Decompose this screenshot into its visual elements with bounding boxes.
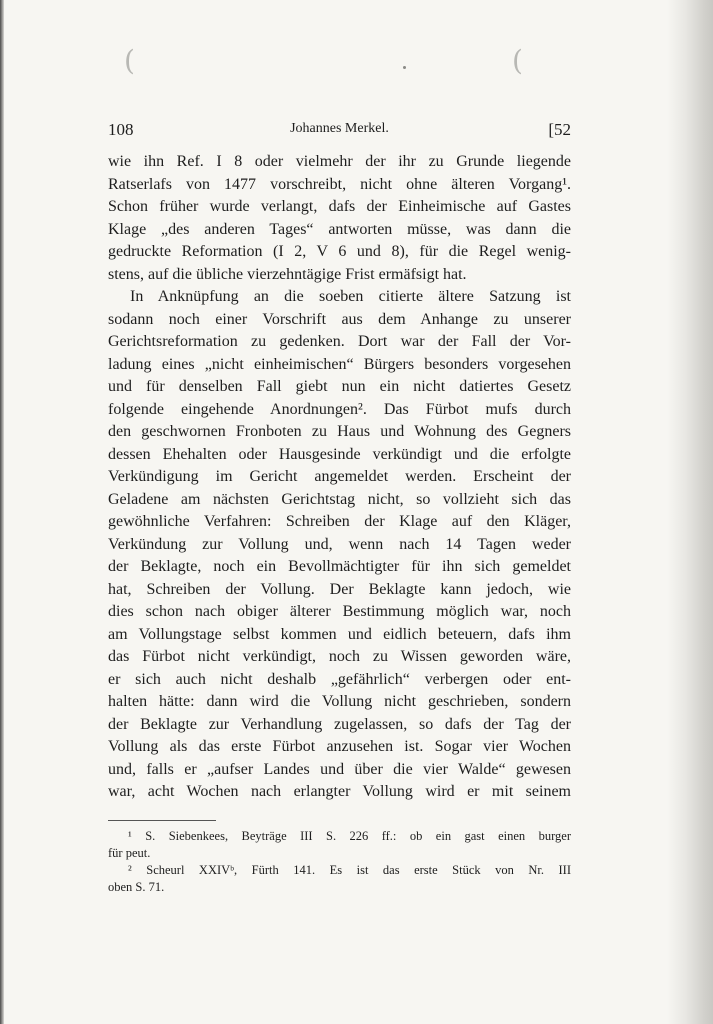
body-line: wie ihn Ref. I 8 oder vielmehr der ihr zu Grunde liegende (108, 153, 571, 170)
body-line: Geladene am nächsten Gerichtstag nicht, so vollzieht sich das (108, 490, 571, 508)
body-line: Ratserlafs von 1477 vorschreibt, nicht ohne älteren Vorgang¹. (108, 175, 571, 193)
scan-left-edge (0, 0, 4, 1024)
body-line: folgende eingehende Anordnungen². Das Fürbot mufs durch (108, 400, 571, 418)
body-line: In Anknüpfung an die soeben citierte ältere Satzung ist (130, 288, 571, 305)
body-line: und für denselben Fall giebt nun ein nicht datiertes Gesetz (108, 378, 571, 395)
footnote-line: ² Scheurl XXIVᵇ, Fürth 141. Es ist das erste Stück von Nr. III (128, 863, 571, 877)
footnotes (108, 828, 571, 896)
body-line: Vollung als das erste Fürbot anzusehen ist. Sogar vier Wochen (108, 738, 571, 755)
body-line: Gerichtsreformation zu gedenken. Dort war der Fall der Vor- (108, 333, 571, 350)
body-line: am Vollungstage selbst kommen und eidlich beteuern, dafs ihm (108, 625, 571, 643)
body-line: stens, auf die übliche vierzehntägige Frist ermäfsigt hat. (108, 265, 467, 283)
body-line: der Beklagte, noch ein Bevollmächtigter für ihn sich gemeldet (108, 558, 571, 575)
body-line: dies schon nach obiger älterer Bestimmung möglich war, noch (108, 603, 571, 620)
body-line: gewöhnliche Verfahren: Schreiben der Klage auf den Kläger, (108, 513, 571, 530)
body-line: das Fürbot nicht verkündigt, noch zu Wissen geworden wäre, (108, 648, 571, 665)
scan-artifact-right-paren: ( (512, 44, 523, 77)
body-line: Verkündung zur Vollung und, wenn nach 14 Tagen weder (108, 535, 571, 553)
body-line: Verkündigung im Gericht angemeldet werden. Erscheint der (108, 468, 571, 485)
body-line: hat, Schreiben der Vollung. Der Beklagte kann jedoch, wie (108, 580, 571, 598)
body-line: den geschwornen Fronboten zu Haus und Wohnung des Gegners (108, 423, 571, 440)
body-line: war, acht Wochen nach erlangter Vollung wird er mit seinem (108, 783, 571, 800)
body-line: Schon früher wurde verlangt, dafs der Einheimische auf Gastes (108, 198, 571, 215)
body-line: der Beklagte zur Verhandlung zugelassen, so dafs der Tag der (108, 715, 571, 733)
footnote-line: oben S. 71. (108, 880, 165, 894)
scan-artifact-left-paren: ( (124, 44, 135, 77)
scan-artifact-dot (403, 66, 406, 69)
body-line: er sich auch nicht deshalb „gefährlich“ verbergen oder ent- (108, 670, 571, 688)
body-text (108, 151, 571, 804)
body-line: ladung eines „nicht einheimischen“ Bürgers besonders vorgesehen (108, 355, 571, 373)
body-line: gedruckte Reformation (I 2, V 6 und 8), für die Regel wenig- (108, 243, 571, 260)
footnote-line: ¹ S. Siebenkees, Beyträge III S. 226 ff.: ob ein gast einen burger (128, 829, 571, 843)
page-number: 108 (108, 120, 134, 139)
page-header (108, 120, 571, 142)
body-line: und, falls er „aufser Landes und über die vier Walde“ gewesen (108, 760, 571, 778)
body-line: halten hätte: dann wird die Vollung nicht geschrieben, sondern (108, 693, 571, 710)
section-marker: [52 (548, 120, 571, 139)
body-line: dessen Ehehalten oder Hausgesinde verkündigt und die erfolgte (108, 445, 571, 463)
footnote-line: für peut. (108, 846, 151, 860)
body-line: sodann noch einer Vorschrift aus dem Anhange zu unserer (108, 310, 571, 328)
running-title: Johannes Merkel. (290, 121, 389, 136)
scan-right-edge (667, 0, 713, 1024)
footnote-separator (108, 820, 216, 821)
body-line: Klage „des anderen Tages“ antworten müsse, was dann die (108, 220, 571, 238)
